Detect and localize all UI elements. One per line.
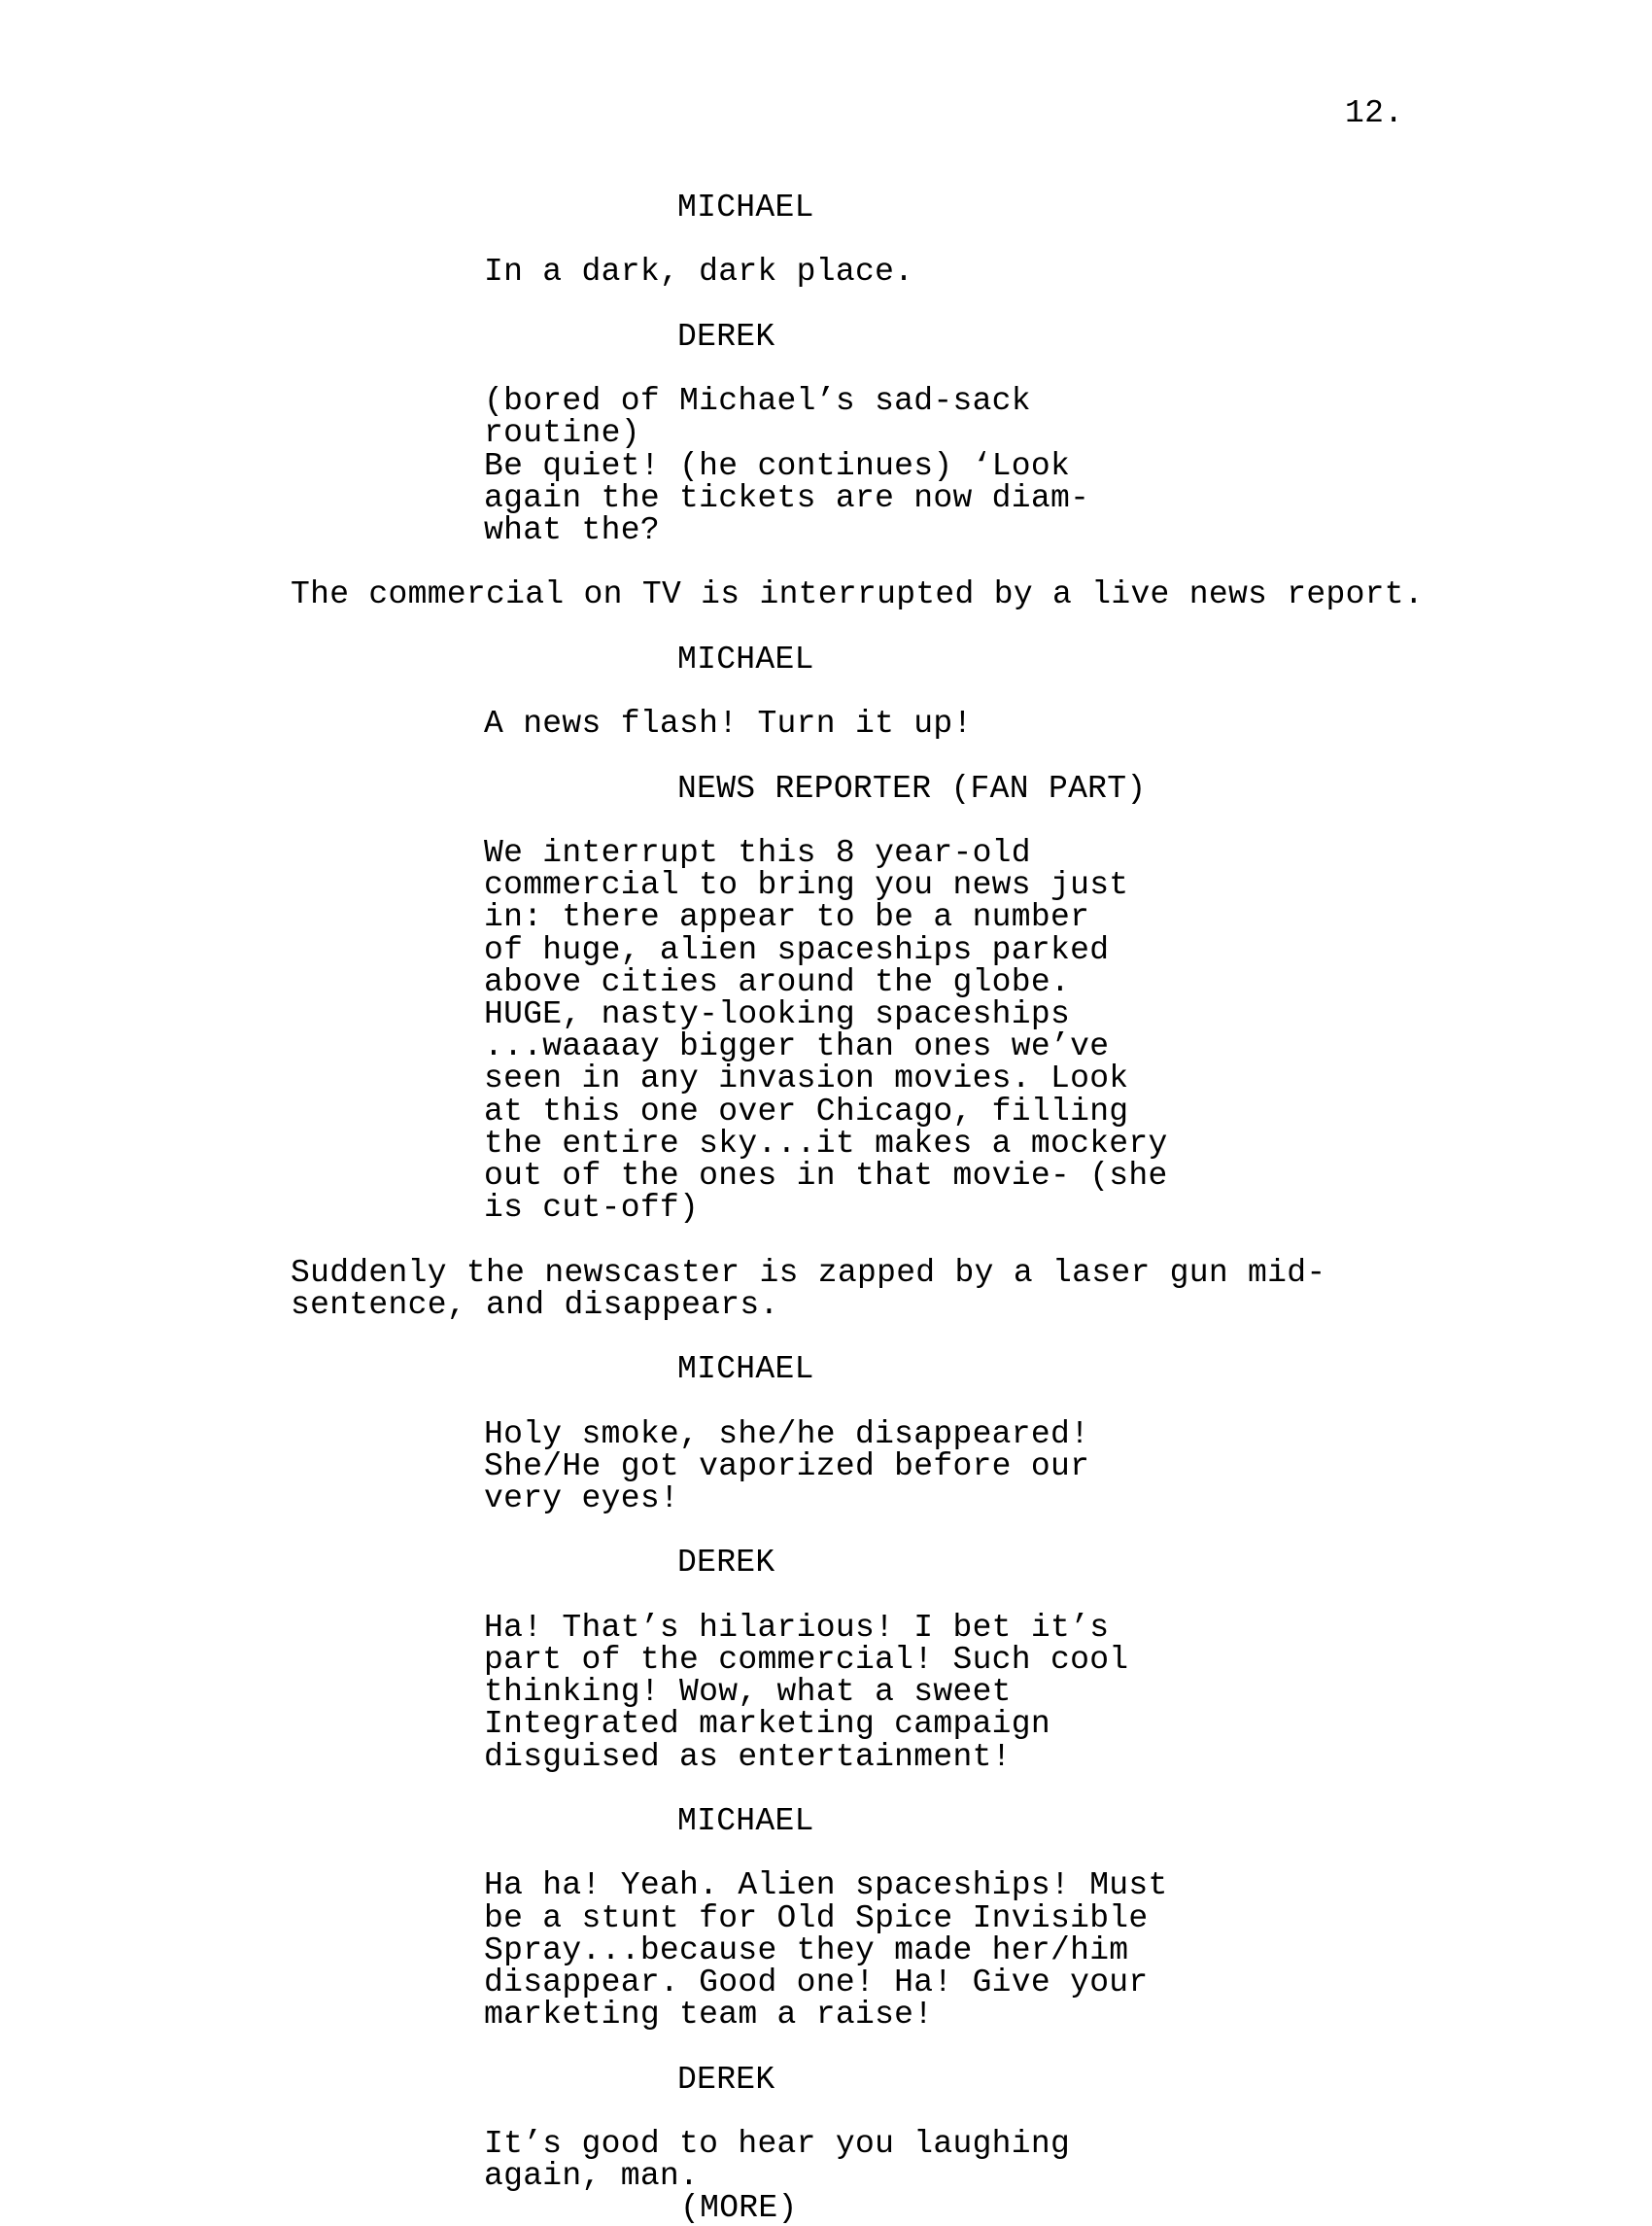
dialogue-line: (bored of Michael’s sad-sack [484,383,1031,420]
dialogue-line: thinking! Wow, what a sweet [484,1674,1012,1711]
dialogue-line: is cut-off) [484,1190,700,1227]
character-cue: MICHAEL [677,1803,814,1839]
dialogue-line: A news flash! Turn it up! [484,706,973,743]
dialogue-line: Holy smoke, she/he disappeared! [484,1415,1090,1452]
dialogue-line: what the? [484,512,660,548]
character-cue: MICHAEL [677,641,814,678]
dialogue-line: very eyes! [484,1480,680,1516]
dialogue-line: again the tickets are now diam- [484,479,1090,516]
dialogue-line: disguised as entertainment! [484,1738,1012,1775]
dialogue-line: again, man. [484,2158,700,2195]
character-cue: MICHAEL [677,1351,814,1388]
dialogue-line: in: there appear to be a number [484,899,1090,936]
dialogue-line: disappear. Good one! Ha! Give your [484,1965,1149,2000]
dialogue-line: We interrupt this 8 year-old [484,835,1031,871]
dialogue-line: part of the commercial! Such cool [484,1642,1129,1678]
action-line: sentence, and disappears. [291,1286,779,1323]
more-marker: (MORE) [680,2190,798,2226]
dialogue-line: Ha! That’s hilarious! I bet it’s [484,1609,1110,1646]
dialogue-line: commercial to bring you news just [484,867,1129,904]
dialogue-line: Ha ha! Yeah. Alien spaceships! Must [484,1867,1168,1904]
dialogue-line: routine) [484,415,640,452]
dialogue-line: of huge, alien spaceships parked [484,931,1110,968]
action-line: The commercial on TV is interrupted by a live news report. [291,576,1424,613]
dialogue-line: be a stunt for Old Spice Invisible [484,1899,1149,1936]
dialogue-line: HUGE, nasty-looking spaceships [484,996,1071,1032]
dialogue-line: In a dark, dark place. [484,254,914,291]
dialogue-line: ...waaaay bigger than ones we’ve [484,1028,1110,1065]
dialogue-line: at this one over Chicago, filling [484,1093,1129,1130]
dialogue-line: Spray...because they made her/him [484,1931,1129,1968]
dialogue-line: the entire sky...it makes a mockery [484,1125,1168,1162]
character-cue: NEWS REPORTER (FAN PART) [677,770,1147,807]
dialogue-line: Be quiet! (he continues) ‘Look [484,447,1071,484]
dialogue-line: above cities around the globe. [484,963,1071,1000]
dialogue-line: seen in any invasion movies. Look [484,1061,1129,1097]
action-line: Suddenly the newscaster is zapped by a laser gun mid- [291,1254,1326,1291]
character-cue: DEREK [677,318,775,355]
dialogue-line: It’s good to hear you laughing [484,2126,1071,2162]
character-cue: DEREK [677,1545,775,1582]
dialogue-line: Integrated marketing campaign [484,1706,1050,1743]
page-number: 12. [1345,95,1404,131]
character-cue: MICHAEL [677,190,814,226]
dialogue-line: out of the ones in that movie- (she [484,1158,1168,1194]
dialogue-line: She/He got vaporized before our [484,1447,1090,1484]
dialogue-line: marketing team a raise! [484,1997,934,2034]
character-cue: DEREK [677,2061,775,2098]
